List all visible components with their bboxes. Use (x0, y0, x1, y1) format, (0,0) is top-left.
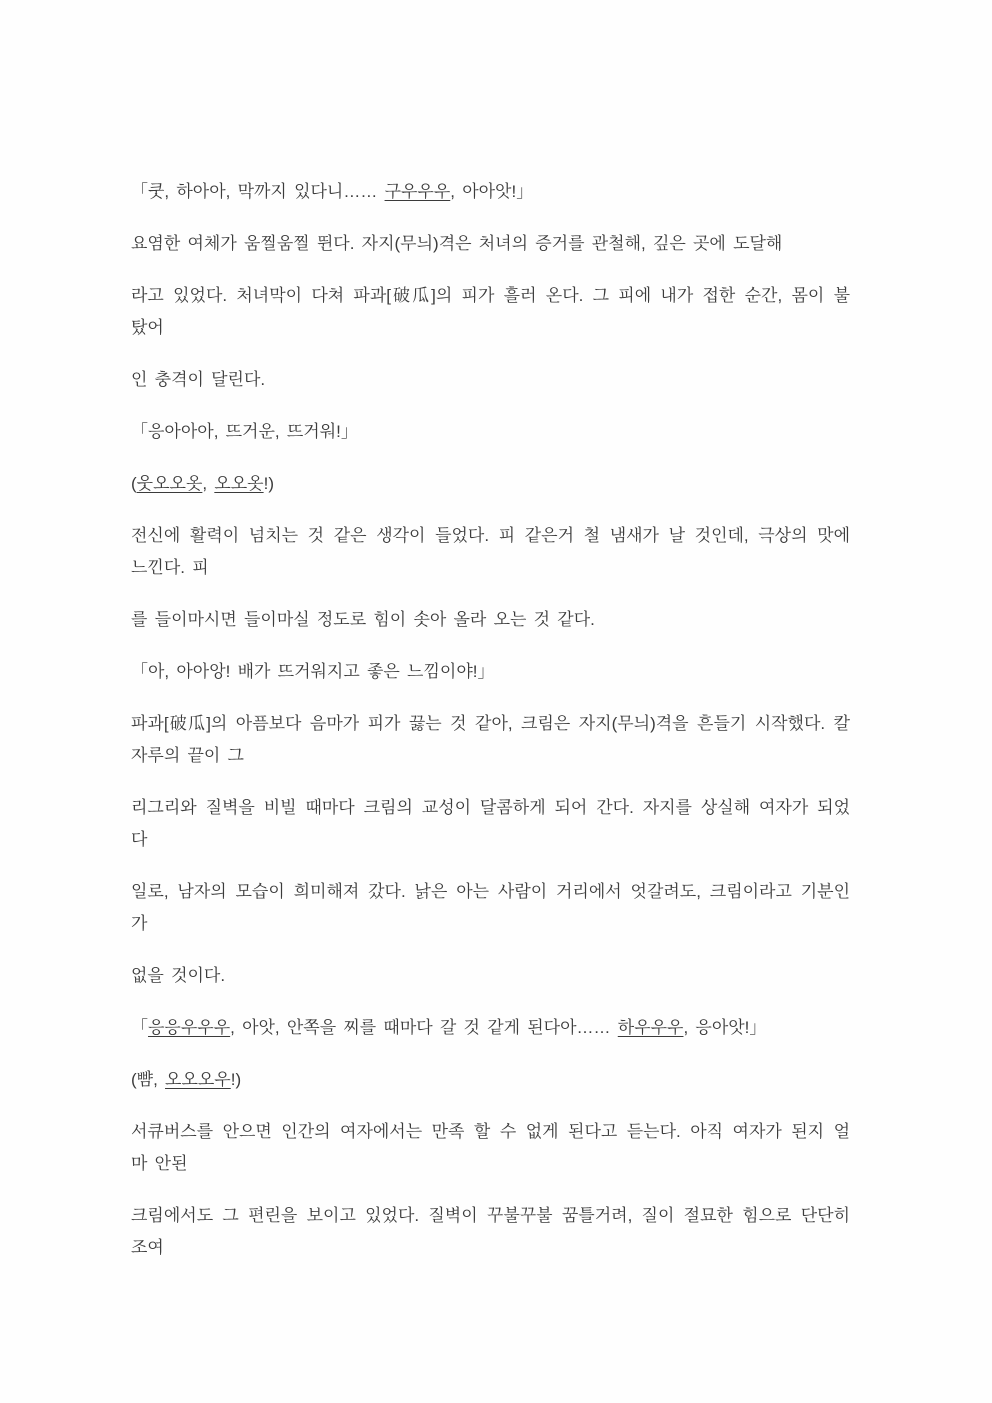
paragraph (131, 176, 850, 208)
text-line (131, 280, 850, 312)
text-line (131, 708, 850, 740)
underlined-text-segment: 오오옷 (214, 474, 264, 493)
text-line (131, 1200, 850, 1232)
text-line (131, 520, 850, 552)
text-segment: 서큐버스를 안으면 인간의 여자에서는 만족 할 수 없게 된다고 듣는다. 아직 여자가 된지 얼 (131, 1122, 850, 1141)
text-segment: 전신에 활력이 넘치는 것 같은 생각이 들었다. 피 같은거 철 냄새가 날 것인데, 극상의 맛에 (131, 526, 850, 545)
paragraph (131, 1116, 850, 1180)
paragraph (131, 416, 850, 448)
text-segment: 파과[破瓜]의 아픔보다 음마가 피가 끓는 것 같아, 크림은 자지(무늬)격을 흔들기 시작했다. 칼 (131, 714, 850, 733)
paragraph (131, 520, 850, 584)
text-line (131, 552, 850, 584)
text-segment: 요염한 여체가 움찔움찔 뛴다. 자지(무늬)격은 처녀의 증거를 관철해, 깊은 곳에 도달해 (131, 234, 783, 253)
paragraph (131, 876, 850, 940)
text-segment: , 아아앗!」 (450, 182, 534, 201)
text-segment: , 응아앗!」 (683, 1018, 767, 1037)
text-segment: 「쿳, 하아아, 막까지 있다니…… (131, 182, 385, 201)
paragraph (131, 708, 850, 772)
text-line (131, 1116, 850, 1148)
underlined-text-segment: 하우우우 (617, 1018, 684, 1037)
text-segment: !) (263, 474, 274, 493)
text-line (131, 1064, 850, 1096)
text-segment: , 아앗, 안쪽을 찌를 때마다 갈 것 같게 된다아…… (230, 1018, 618, 1037)
text-segment: (뺨, (131, 1070, 166, 1089)
paragraph (131, 468, 850, 500)
underlined-text-segment: 오오오우 (165, 1070, 231, 1089)
text-line (131, 1012, 850, 1044)
text-segment: 가 (131, 914, 148, 933)
underlined-text-segment: 웃오오옷 (136, 474, 203, 493)
paragraph (131, 656, 850, 688)
text-line (131, 824, 850, 856)
text-segment: 라고 있었다. 처녀막이 다쳐 파과[破瓜]의 피가 흘러 온다. 그 피에 내가 접한 순간, 몸이 불 (131, 286, 850, 305)
text-line (131, 1232, 850, 1264)
paragraph (131, 792, 850, 856)
text-segment: 를 들이마시면 들이마실 정도로 힘이 솟아 올라 오는 것 같다. (131, 610, 595, 629)
text-segment: 「응아아아, 뜨거운, 뜨거워!」 (131, 422, 358, 441)
paragraph (131, 364, 850, 396)
paragraph (131, 228, 850, 260)
paragraph (131, 960, 850, 992)
text-segment: ( (131, 474, 137, 493)
text-line (131, 416, 850, 448)
text-segment: 마 안된 (131, 1154, 188, 1173)
text-line (131, 468, 850, 500)
paragraph (131, 1012, 850, 1044)
text-line (131, 876, 850, 908)
text-line (131, 312, 850, 344)
text-segment: 느낀다. 피 (131, 558, 209, 577)
paragraph (131, 280, 850, 344)
underlined-text-segment: 구우우우 (384, 182, 451, 201)
text-segment: 크림에서도 그 편린을 보이고 있었다. 질벽이 꾸불꾸불 꿈틀거려, 질이 절묘한 힘으로 단단히 (131, 1206, 850, 1225)
text-segment: !) (230, 1070, 242, 1089)
text-segment: 없을 것이다. (131, 966, 226, 985)
text-segment: 인 충격이 달린다. (131, 370, 266, 389)
text-segment: 「 (131, 1018, 148, 1037)
paragraph (131, 1064, 850, 1096)
text-line (131, 364, 850, 396)
text-line (131, 656, 850, 688)
text-segment: 일로, 남자의 모습이 희미해져 갔다. 낡은 아는 사람이 거리에서 엇갈려도, 크림이라고 기분인 (131, 882, 850, 901)
text-line (131, 1148, 850, 1180)
text-line (131, 228, 850, 260)
text-line (131, 792, 850, 824)
underlined-text-segment: 응응우우우 (148, 1018, 231, 1037)
text-line (131, 740, 850, 772)
text-segment: 리그리와 질벽을 비빌 때마다 크림의 교성이 달콤하게 되어 간다. 자지를 상실해 여자가 되었 (131, 798, 850, 817)
text-line (131, 604, 850, 636)
text-segment: 조여 (131, 1238, 164, 1257)
paragraph (131, 604, 850, 636)
text-line (131, 960, 850, 992)
text-line (131, 908, 850, 940)
text-segment: 다 (131, 830, 148, 849)
text-segment: 탔어 (131, 318, 164, 337)
text-segment: , (202, 474, 215, 493)
text-line (131, 176, 850, 208)
text-segment: 자루의 끝이 그 (131, 746, 244, 765)
text-segment: 「아, 아아앙! 배가 뜨거워지고 좋은 느낌이야!」 (131, 662, 495, 681)
paragraph (131, 1200, 850, 1264)
